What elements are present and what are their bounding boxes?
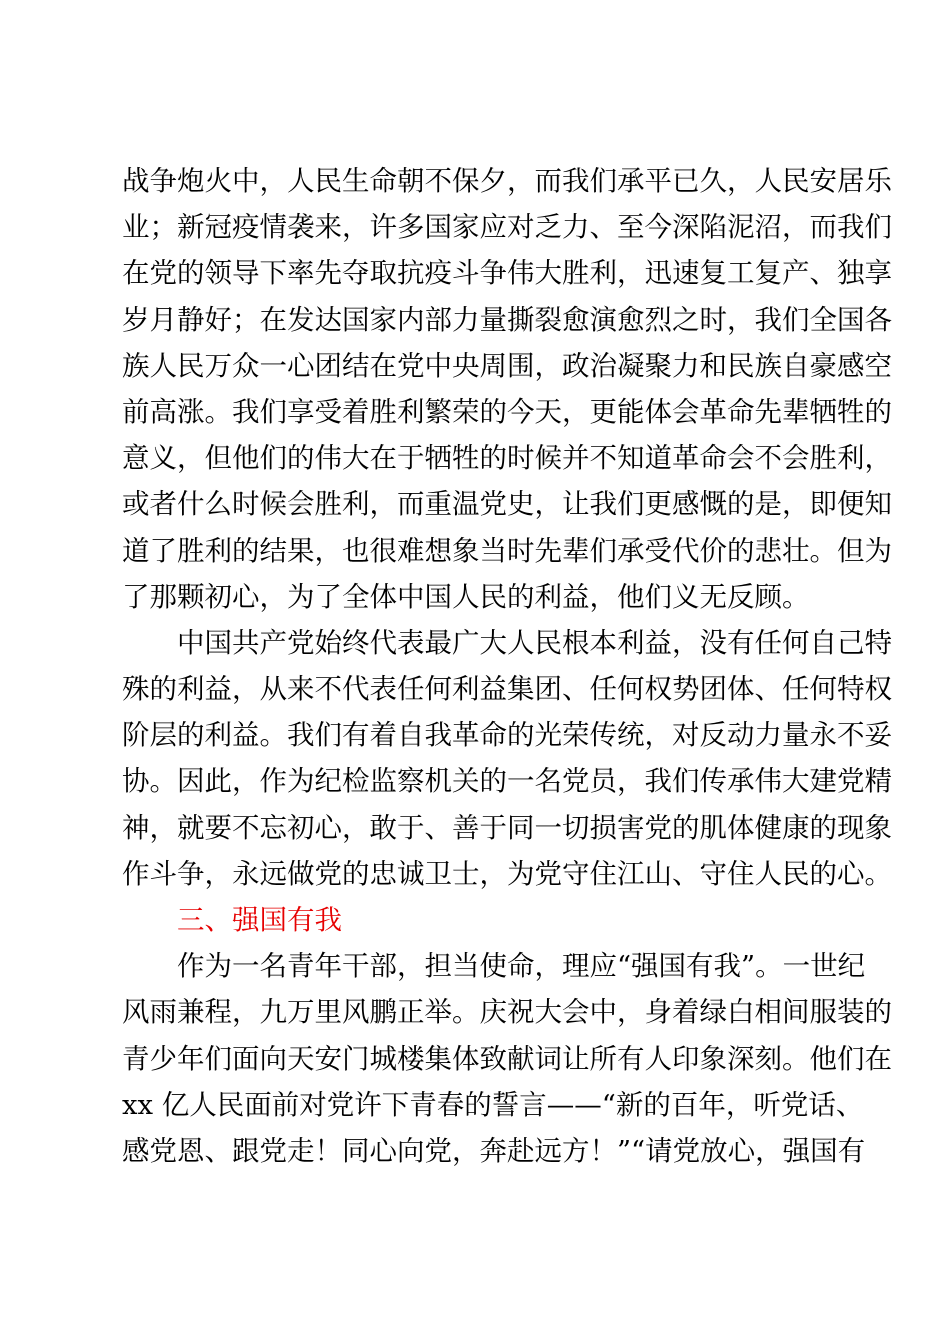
text-line: 作为一名青年干部，担当使命，理应“强国有我”。一世纪 [177,950,866,983]
text-line: 岁月静好；在发达国家内部力量撕裂愈演愈烈之时，我们全国各 [122,303,892,336]
section-heading: 三、强国有我 [177,904,342,936]
paragraph-2 [122,620,892,897]
paragraph-3 [122,943,892,1174]
text-line: 意义，但他们的伟大在于牺牲的时候并不知道革命会不会胜利， [122,442,892,475]
text-line: 殊的利益，从来不代表任何利益集团、任何权势团体、任何特权 [122,673,892,706]
text-line: 了那颗初心，为了全体中国人民的利益，他们义无反顾。 [122,580,810,613]
paragraph-1 [122,158,892,620]
document-page [122,158,892,1174]
text-line: 协。因此，作为纪检监察机关的一名党员，我们传承伟大建党精 [122,765,892,798]
text-line: 神，就要不忘初心，敢于、善于同一切损害党的肌体健康的现象 [122,811,892,844]
text-line: 道了胜利的结果，也很难想象当时先辈们承受代价的悲壮。但为 [122,534,892,567]
text-line: 在党的领导下率先夺取抗疫斗争伟大胜利，迅速复工复产、独享 [122,257,892,290]
text-line: 感党恩、跟党走！同心向党，奔赴远方！”“请党放心，强国有 [122,1134,866,1167]
text-line: 青少年们面向天安门城楼集体致献词让所有人印象深刻。他们在 [122,1042,892,1075]
text-line: 作斗争，永远做党的忠诚卫士，为党守住江山、守住人民的心。 [122,857,892,890]
text-line: 或者什么时候会胜利，而重温党史，让我们更感慨的是，即便知 [122,488,892,521]
text-line: 阶层的利益。我们有着自我革命的光荣传统，对反动力量永不妥 [122,719,892,752]
text-line: 中国共产党始终代表最广大人民根本利益，没有任何自己特 [177,626,892,659]
text-line: 战争炮火中，人民生命朝不保夕，而我们承平已久，人民安居乐 [122,165,892,197]
text-line: xx 亿人民面前对党许下青春的誓言——“新的百年，听党话、 [122,1088,864,1121]
text-line: 业；新冠疫情袭来，许多国家应对乏力、至今深陷泥沼，而我们 [122,211,892,244]
text-line: 前高涨。我们享受着胜利繁荣的今天，更能体会革命先辈牺牲的 [122,395,892,428]
text-line: 风雨兼程，九万里风鹏正举。庆祝大会中，身着绿白相间服装的 [122,996,892,1029]
text-line: 族人民万众一心团结在党中央周围，政治凝聚力和民族自豪感空 [122,349,892,382]
